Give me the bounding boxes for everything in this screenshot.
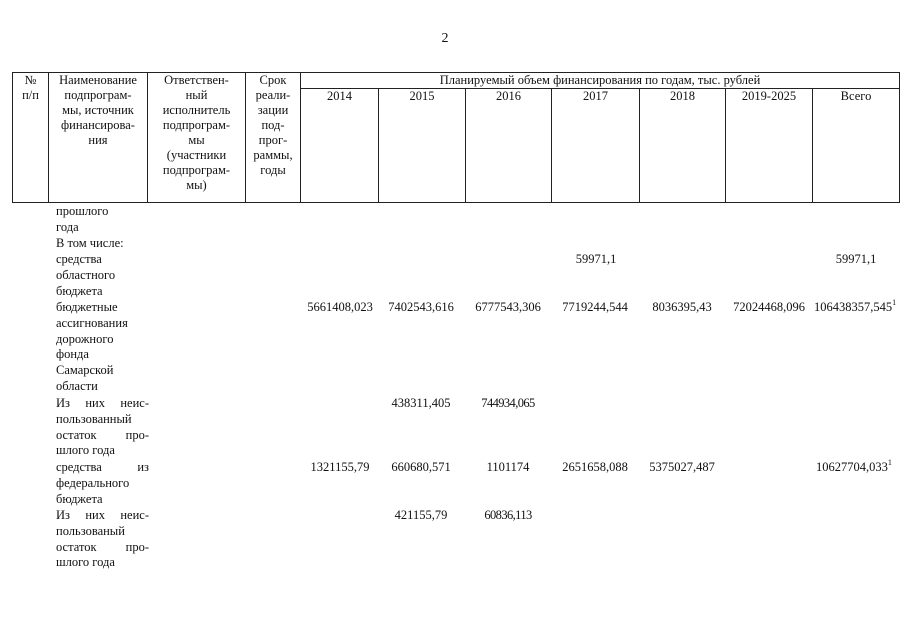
header-line: ный (185, 88, 208, 102)
value-road-fund-2019-2025: 72024468,096 (733, 300, 805, 314)
value-federal-2015: 660680,571 (391, 460, 451, 474)
header-line: под- (261, 118, 285, 132)
value-federal-2018: 5375027,487 (649, 460, 715, 474)
value-federal-2014: 1321155,79 (310, 460, 370, 474)
value-federal-2016: 1101174 (486, 460, 530, 474)
value-unused-regional-2016: 744934,065 (481, 396, 535, 410)
header-col-number (13, 73, 49, 203)
header-line: № (24, 73, 37, 87)
header-line: (участники (166, 148, 227, 162)
value-road-fund-2014: 5661408,023 (307, 300, 373, 314)
header-line: раммы, (253, 148, 293, 162)
header-line: Наименование (59, 73, 137, 87)
value-federal-total: 10627704,033$^1$ (816, 458, 892, 474)
value-regional-total: 59971,1 (835, 252, 877, 266)
header-line: прог- (258, 133, 288, 147)
header-line: Срок (259, 73, 287, 87)
header-total: Всего (813, 89, 900, 203)
header-year-2017: 2017 (552, 89, 640, 203)
row-federal-budget: средства из федерального бюджета (56, 460, 149, 506)
value-regional-2017: 59971,1 (575, 252, 617, 266)
header-year-2016: 2016 (466, 89, 552, 203)
header-year-2015: 2015 (379, 89, 466, 203)
header-line: п/п (22, 88, 39, 102)
header-line: Ответствен- (164, 73, 229, 87)
header-line: мы, источник (62, 103, 134, 117)
header-line: годы (260, 163, 286, 177)
value-road-fund-total: 106438357,545$^1$ (814, 298, 897, 314)
header-year-2014: 2014 (301, 89, 379, 203)
value-unused-federal-2016: 60836,113 (484, 508, 532, 522)
value-unused-federal-2015: 421155,79 (394, 508, 448, 522)
header-col-executor (148, 73, 246, 203)
header-line: подпрограм- (162, 163, 231, 177)
row-road-fund: бюджетные ассигнования дорожного фонда Самарской области (56, 300, 128, 393)
footnote-marker: 1 (887, 458, 892, 467)
header-line: мы (188, 133, 205, 147)
financing-header-table (12, 72, 900, 203)
header-col-term (246, 73, 301, 203)
header-line: ния (88, 133, 108, 147)
header-year-2019-2025: 2019-2025 (726, 89, 813, 203)
row-unused-balance-federal: Из них неис- пользованый остаток про- шлого года (56, 508, 149, 570)
value-federal-2017: 2651658,088 (562, 460, 628, 474)
value-unused-regional-2015: 438311,405 (391, 396, 451, 410)
header-line: финансирова- (61, 118, 135, 132)
value-road-fund-2016: 6777543,306 (475, 300, 541, 314)
header-line: подпрограм- (64, 88, 132, 102)
value-road-fund-2017: 7719244,544 (562, 300, 628, 314)
header-year-2018: 2018 (640, 89, 726, 203)
row-regional-budget: средства областного бюджета (56, 252, 116, 298)
page-number: 2 (441, 31, 449, 46)
header-planned-title: Планируемый объем финансирования по годам, тыс. рублей (301, 73, 900, 89)
row-previous-year-tail: прошлого года (56, 204, 109, 234)
row-including: В том числе: (56, 236, 124, 250)
header-col-name (49, 73, 148, 203)
header-line: подпрограм- (162, 118, 231, 132)
row-unused-balance-regional: Из них неис- пользованный остаток про- шлого года (56, 396, 149, 458)
value-road-fund-2015: 7402543,616 (388, 300, 454, 314)
header-line: исполнитель (162, 103, 231, 117)
footnote-marker: 1 (892, 298, 897, 307)
value-road-fund-2018: 8036395,43 (652, 300, 712, 314)
header-line: реали- (255, 88, 291, 102)
header-line: мы) (186, 178, 207, 192)
header-line: зации (257, 103, 289, 117)
